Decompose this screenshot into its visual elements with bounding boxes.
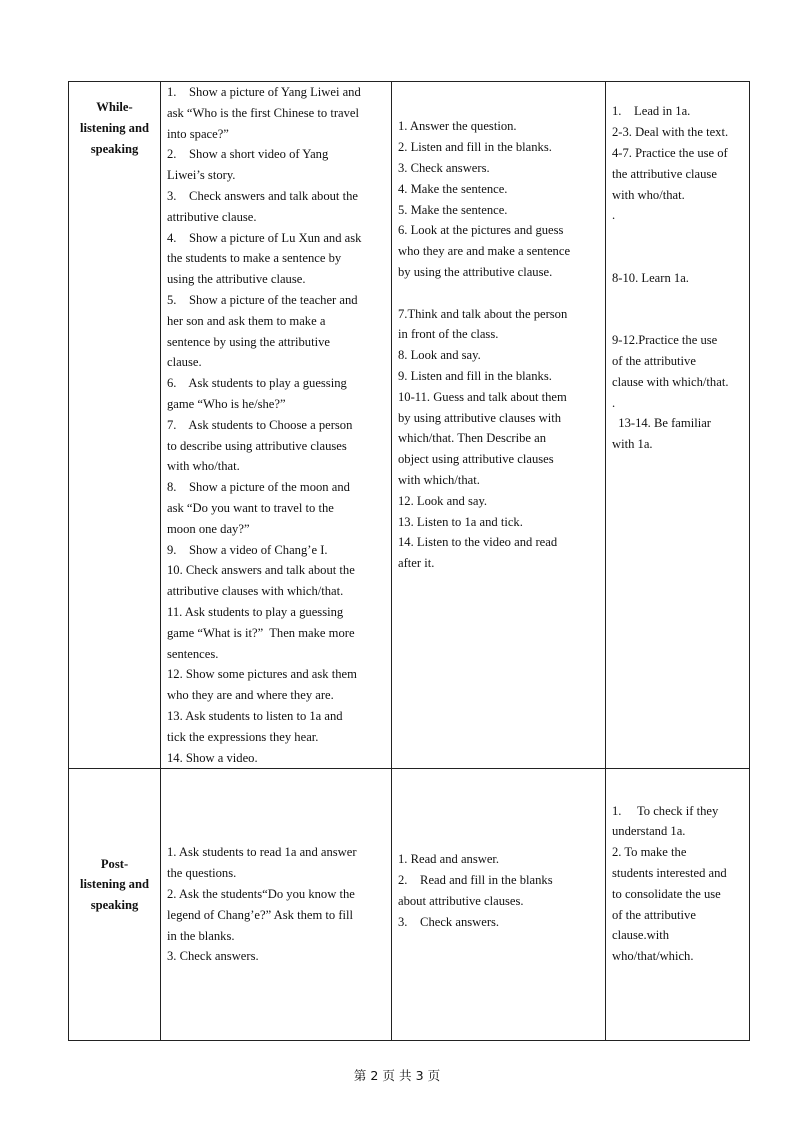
text-line: 12. Look and say. — [398, 493, 488, 508]
text-line: 10-11. Guess and talk about them — [398, 389, 567, 404]
text-line: sentence by using the attributive — [167, 334, 330, 349]
text-line: who they are and make a sentence — [398, 244, 571, 259]
text-line: about attributive clauses. — [398, 893, 524, 908]
text-line: 9. Listen and fill in the blanks. — [398, 368, 552, 383]
text-line: 7. Ask students to Choose a person — [167, 417, 353, 432]
text-line: 4. Make the sentence. — [398, 181, 508, 196]
student-activities-cell — [392, 769, 606, 1041]
text-line — [612, 247, 743, 268]
text-line: legend of Chang’e?” Ask them to fill — [167, 907, 354, 922]
text-line: of the attributive — [612, 353, 696, 368]
stage-cell-post — [69, 769, 161, 1041]
teacher-activities-cell — [161, 769, 392, 1041]
text-line: 3. Check answers and talk about the — [167, 188, 358, 203]
text-line: 1. Ask students to read 1a and answer — [167, 845, 357, 860]
text-line: 3. Check answers. — [398, 914, 500, 929]
text-line: the questions. — [167, 866, 237, 881]
text-line: 9-12.Practice the use — [612, 333, 718, 348]
text-line: 5. Make the sentence. — [398, 202, 508, 217]
text-line: 8. Look and say. — [398, 348, 481, 363]
student-activities-cell — [392, 82, 606, 769]
text-line: 7.Think and talk about the person — [398, 306, 568, 321]
text-line: listening and — [80, 120, 149, 135]
text-line: 8. Show a picture of the moon and — [167, 480, 350, 495]
text-line: game “What is it?” Then make more — [167, 625, 355, 640]
text-line — [398, 283, 599, 304]
text-line: 3. Check answers. — [167, 949, 259, 964]
text-line: 12. Show some pictures and ask them — [167, 667, 357, 682]
text-line: 2. Ask the students“Do you know the — [167, 887, 355, 901]
table-row-while — [69, 82, 750, 769]
text-line: 9. Show a video of Chang’e I. — [167, 542, 328, 557]
text-line: her son and ask them to make a — [167, 313, 326, 328]
text-line: 1. To check if they — [612, 803, 719, 818]
text-line: 11. Ask students to play a guessing — [167, 604, 344, 619]
text-line: 6. Look at the pictures and guess — [398, 223, 564, 238]
text-line: 2. Listen and fill in the blanks. — [398, 140, 552, 155]
text-line: 2. Show a short video of Yang — [167, 147, 329, 162]
text-line: 6. Ask students to play a guessing — [167, 376, 347, 391]
text-line: with who/that. — [612, 187, 685, 202]
text-line: 2. To make the — [612, 845, 687, 860]
text-line: speaking — [90, 898, 139, 913]
text-line — [612, 309, 743, 330]
text-line: by using attributive clauses with — [398, 410, 561, 425]
text-line: 13. Ask students to listen to 1a and — [167, 708, 343, 723]
text-line: in front of the class. — [398, 327, 499, 342]
text-line: moon one day?” — [167, 521, 250, 536]
text-line: with which/that. — [398, 472, 480, 487]
text-line: 5. Show a picture of the teacher and — [167, 292, 358, 307]
purpose-cell — [606, 769, 750, 1041]
text-line: ask “Do you want to travel to the — [167, 500, 334, 515]
text-line: with who/that. — [167, 459, 240, 474]
text-line: the attributive clause — [612, 166, 717, 181]
text-line: Liwei’s story. — [167, 168, 236, 183]
lesson-plan-table — [68, 81, 750, 1041]
text-line: into space?” — [167, 126, 229, 141]
text-line: 2. Read and fill in the blanks — [398, 873, 553, 887]
text-line: attributive clause. — [167, 209, 257, 224]
text-line — [612, 289, 743, 310]
text-line: While- — [96, 99, 133, 114]
student-activities — [398, 849, 599, 932]
text-line: 13-14. Be familiar — [612, 416, 711, 431]
text-line: 4. Show a picture of Lu Xun and ask — [167, 230, 362, 245]
stage-cell-while — [69, 82, 161, 769]
page-footer: 第 2 页 共 3 页 — [353, 1068, 441, 1083]
text-line: 1. Read and answer. — [398, 852, 500, 867]
text-line: 1. Show a picture of Yang Liwei and — [167, 85, 361, 99]
text-line: 8-10. Learn 1a. — [612, 270, 689, 285]
text-line: 2-3. Deal with the text. — [612, 125, 729, 140]
text-line: ask “Who is the first Chinese to travel — [167, 105, 360, 120]
text-line: . — [612, 395, 616, 410]
text-line: game “Who is he/she?” — [167, 396, 286, 411]
stage-label — [75, 854, 154, 916]
teacher-activities — [167, 82, 385, 768]
text-line: understand 1a. — [612, 824, 686, 839]
text-line: speaking — [90, 141, 139, 156]
text-line: Post- — [100, 856, 129, 871]
text-line: sentences. — [167, 646, 219, 661]
table-row-post — [69, 769, 750, 1041]
purpose-list — [612, 801, 743, 967]
teacher-activities-cell — [161, 82, 392, 769]
text-line: 4-7. Practice the use of — [612, 145, 728, 160]
text-line: attributive clauses with which/that. — [167, 584, 344, 599]
text-line: 14. Show a video. — [167, 750, 258, 765]
text-line: . — [612, 208, 616, 223]
purpose-cell — [606, 82, 750, 769]
text-line: after it. — [398, 556, 435, 571]
text-line: 14. Listen to the video and read — [398, 535, 558, 550]
text-line: to describe using attributive clauses — [167, 438, 347, 453]
text-line: who/that/which. — [612, 949, 694, 964]
student-activities — [398, 116, 599, 574]
text-line: tick the expressions they hear. — [167, 729, 319, 744]
text-line: with 1a. — [612, 437, 653, 452]
text-line: clause.with — [612, 928, 670, 943]
text-line: 1. Lead in 1a. — [612, 104, 691, 119]
text-line: which/that. Then Describe an — [398, 431, 547, 446]
text-line: by using the attributive clause. — [398, 264, 553, 279]
text-line: to consolidate the use — [612, 886, 721, 901]
text-line: 1. Answer the question. — [398, 119, 517, 134]
teacher-activities — [167, 842, 385, 967]
text-line: 10. Check answers and talk about the — [167, 563, 355, 578]
text-line: students interested and — [612, 866, 727, 880]
text-line: listening and — [80, 877, 149, 892]
text-line: 13. Listen to 1a and tick. — [398, 514, 523, 529]
text-line: in the blanks. — [167, 928, 235, 943]
purpose-list — [612, 101, 743, 455]
text-line: using the attributive clause. — [167, 272, 306, 287]
text-line: clause. — [167, 355, 202, 370]
text-line: clause with which/that. — [612, 374, 729, 389]
text-line: who they are and where they are. — [167, 688, 334, 703]
text-line: of the attributive — [612, 907, 696, 922]
text-line — [612, 226, 743, 247]
text-line: 3. Check answers. — [398, 160, 490, 175]
stage-label — [75, 97, 154, 159]
text-line: object using attributive clauses — [398, 452, 554, 467]
text-line: the students to make a sentence by — [167, 251, 342, 266]
